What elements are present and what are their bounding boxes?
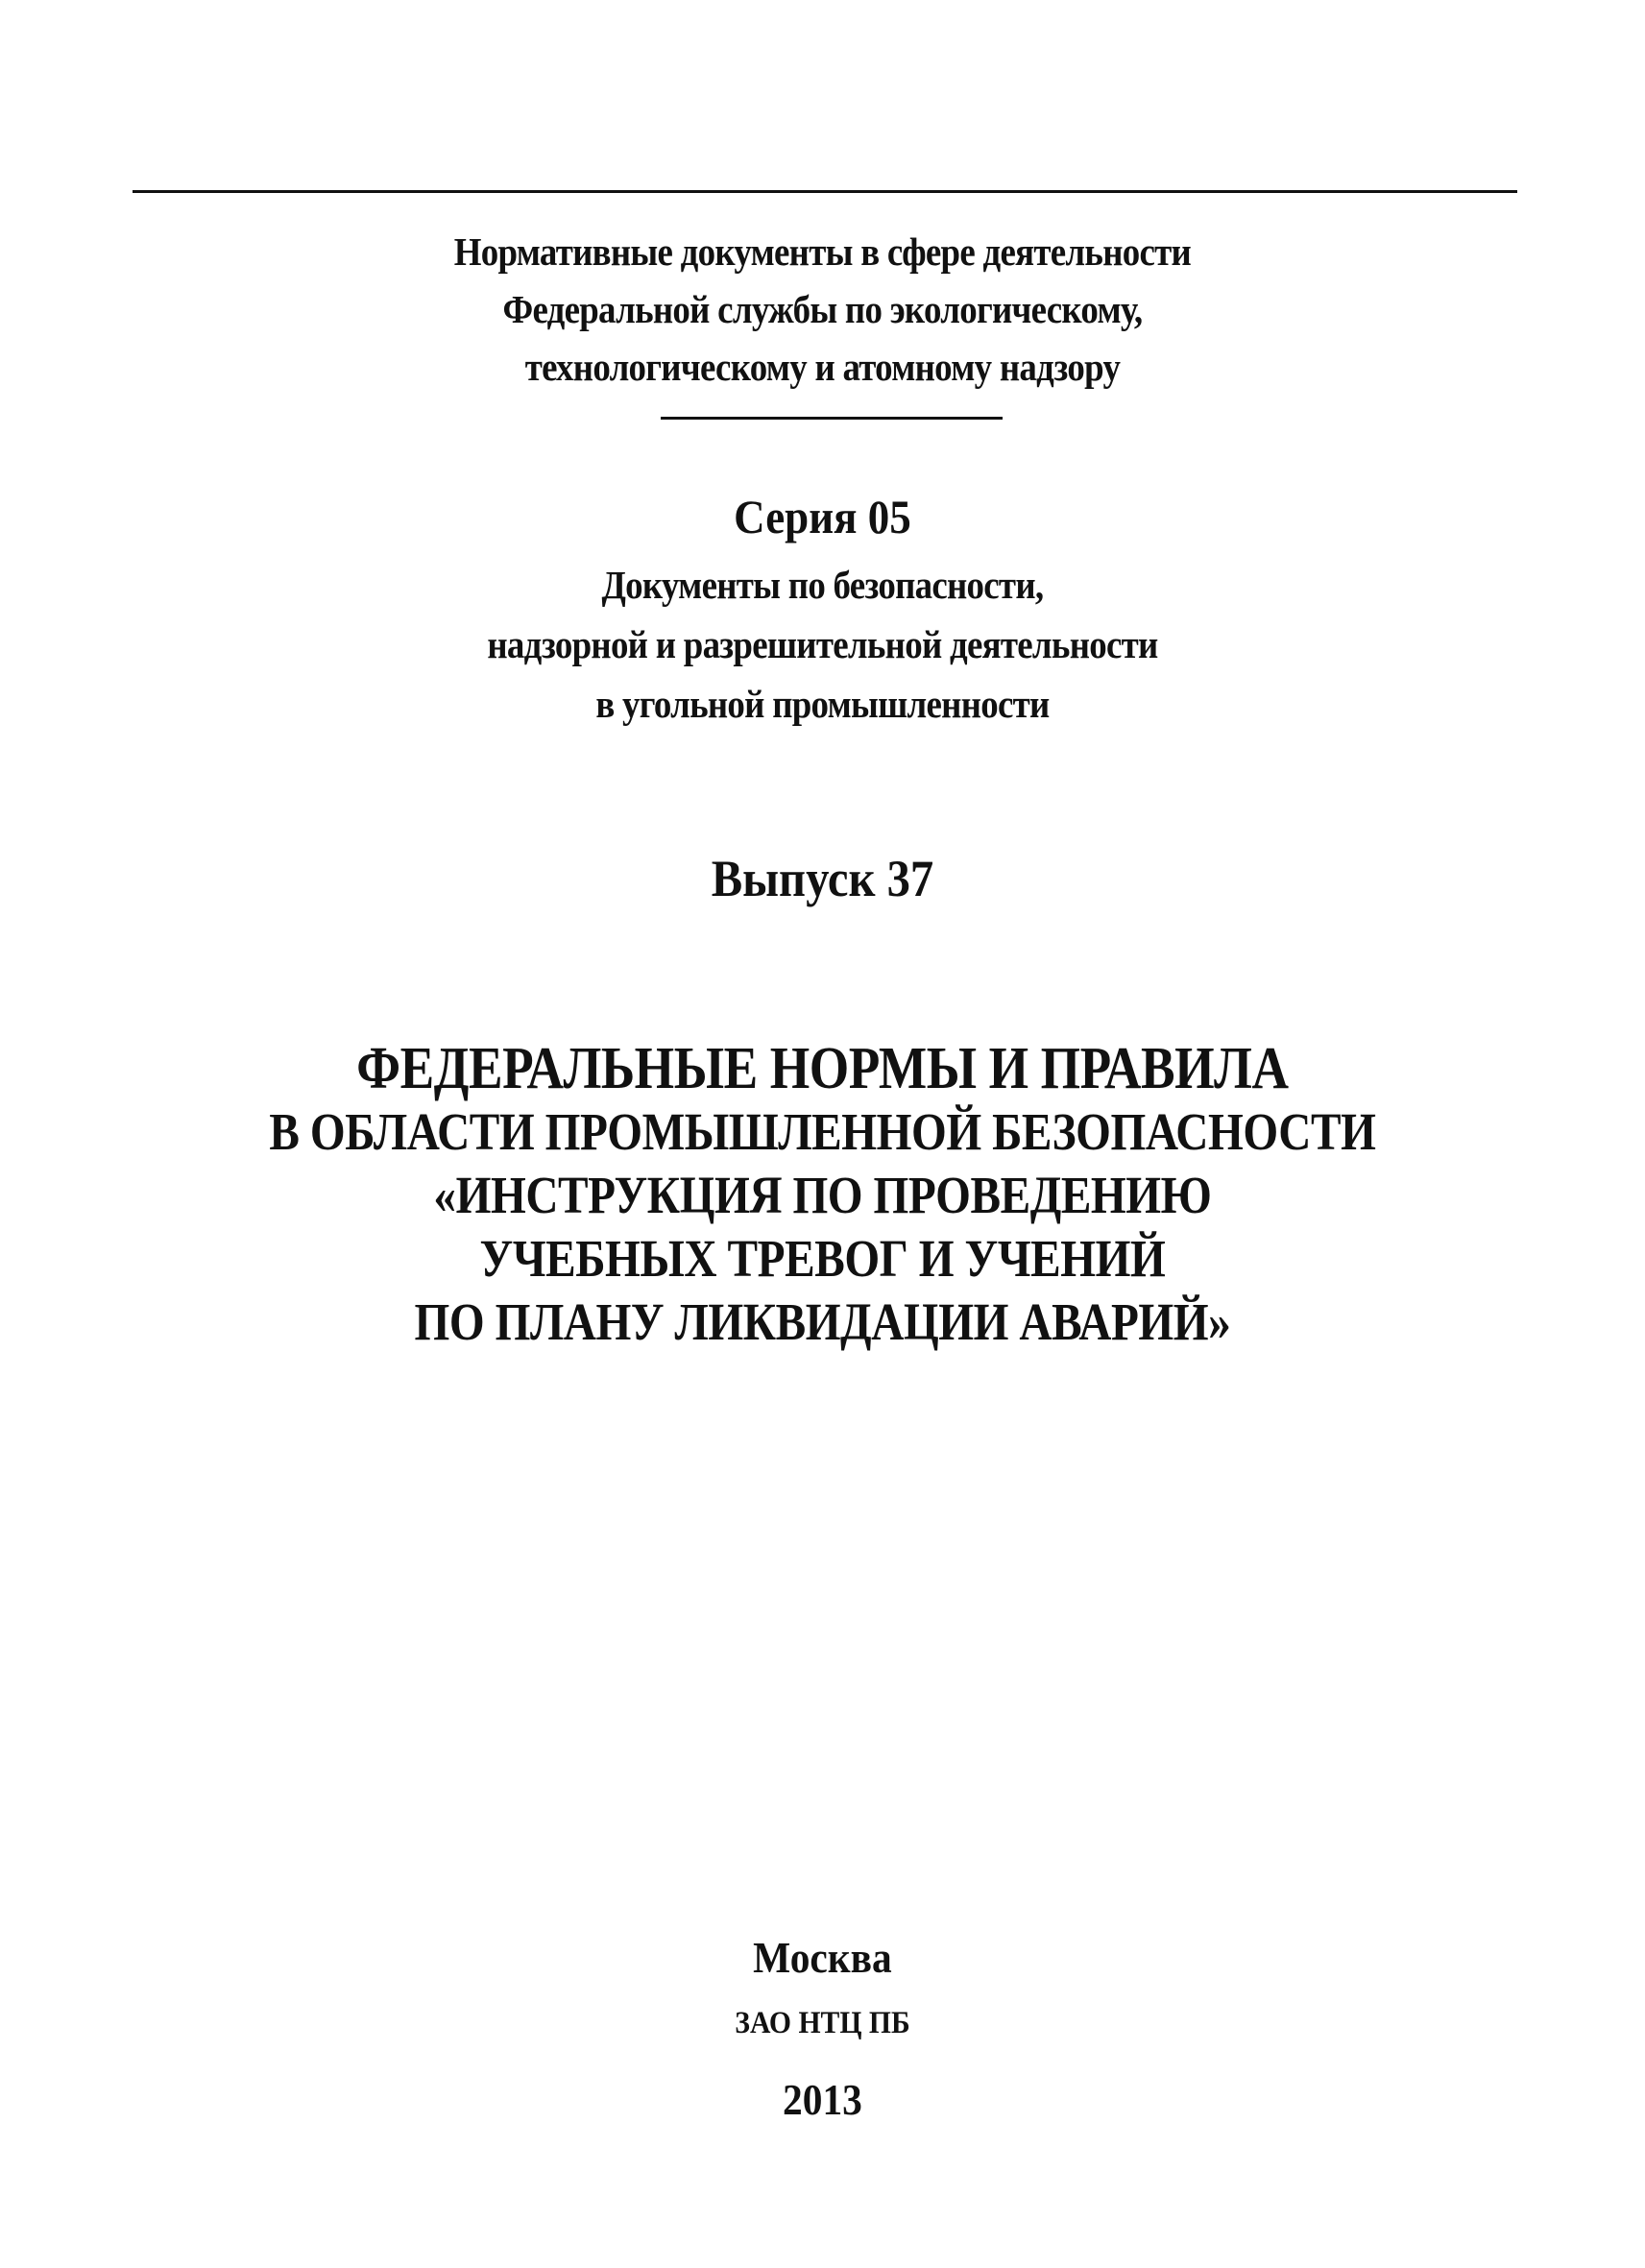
header-line-3: технологическому и атомному надзору: [524, 345, 1121, 389]
series-title-text: Серия 05: [734, 490, 911, 543]
header-line-1: Нормативные документы в сфере деятельности: [453, 229, 1192, 274]
header-block: [83, 223, 1563, 396]
main-title-line-2: В ОБЛАСТИ ПРОМЫШЛЕННОЙ БЕЗОПАСНОСТИ: [269, 1102, 1376, 1161]
series-description: [83, 555, 1563, 734]
issue-number: [83, 845, 1563, 912]
main-title-line-4: УЧЕБНЫХ ТРЕВОГ И УЧЕНИЙ: [479, 1229, 1166, 1288]
document-main-title: [115, 1037, 1530, 1354]
imprint-year: [83, 2070, 1563, 2130]
top-horizontal-rule: [133, 190, 1517, 193]
main-title-line-1: ФЕДЕРАЛЬНЫЕ НОРМЫ И ПРАВИЛА: [356, 1036, 1289, 1101]
main-title-line-5: ПО ПЛАНУ ЛИКВИДАЦИИ АВАРИЙ»: [414, 1292, 1231, 1351]
issue-number-text: Выпуск 37: [711, 850, 934, 907]
series-title: [83, 486, 1563, 547]
series-description-line-1: Документы по безопасности,: [601, 563, 1044, 607]
imprint-publisher-text: ЗАО НТЦ ПБ: [735, 2006, 910, 2040]
header-line-2: Федеральной службы по экологическому,: [502, 287, 1143, 331]
series-description-line-3: в угольной промышленности: [595, 682, 1050, 726]
main-title-line-3: «ИНСТРУКЦИЯ ПО ПРОВЕДЕНИЮ: [433, 1166, 1212, 1224]
imprint-city-text: Москва: [753, 1933, 892, 1982]
header-divider-rule: [661, 417, 1003, 420]
series-description-line-2: надзорной и разрешительной деятельности: [487, 622, 1158, 666]
imprint-city: [83, 1928, 1563, 1988]
imprint-publisher: [83, 2001, 1563, 2045]
imprint-year-text: 2013: [783, 2075, 862, 2124]
